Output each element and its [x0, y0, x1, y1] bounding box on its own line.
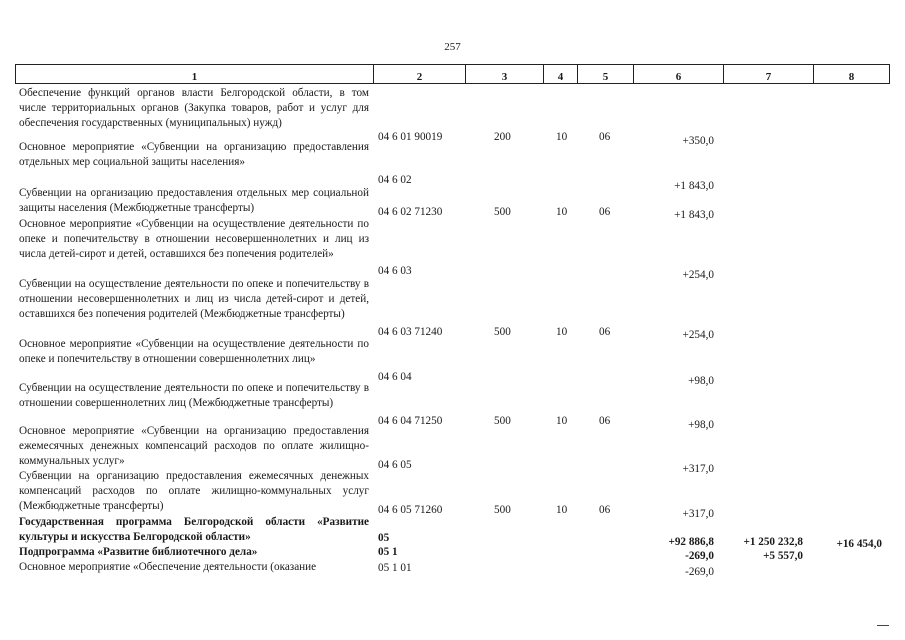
column-header-5: 5: [578, 64, 634, 84]
row-code: 05 1 01: [378, 562, 412, 574]
column-header-2: 2: [374, 64, 466, 84]
row-subsection: 06: [599, 504, 611, 516]
row-amount-col6: +317,0: [682, 463, 714, 475]
row-expense-type: 500: [494, 206, 511, 218]
row-code: 04 6 04: [378, 371, 412, 383]
column-header-4: 4: [544, 64, 578, 84]
row-code: 04 6 03: [378, 265, 412, 277]
row-description: Субвенции на организацию предоставления отдельных мер социальной защиты населения (Межбюджетные трансферты): [19, 187, 369, 214]
row-amount-col8: +16 454,0: [836, 538, 882, 550]
row-amount-col6: +92 886,8: [668, 536, 714, 548]
row-description: Субвенции на осуществление деятельности по опеке и попечительству в отношении несовершеннолетних и лиц из числа детей-сирот и детей, оставшихся без попечения родителей (Межбюджетные трансферты): [19, 278, 369, 320]
row-section: 10: [556, 326, 568, 338]
page-number: 257: [444, 41, 461, 53]
row-amount-col6: +1 843,0: [674, 180, 714, 192]
scan-mark: [877, 625, 889, 629]
row-code: 05 1: [378, 546, 398, 558]
row-subsection: 06: [599, 415, 611, 427]
row-amount-col7: +5 557,0: [763, 550, 803, 562]
row-amount-col6: -269,0: [685, 566, 714, 578]
row-subsection: 06: [599, 131, 611, 143]
row-section: 10: [556, 131, 568, 143]
row-code: 05: [378, 532, 390, 544]
row-amount-col6: +98,0: [688, 375, 714, 387]
column-header-6: 6: [634, 64, 724, 84]
row-description: Основное мероприятие «Субвенции на осуществление деятельности по опеке и попечительству в отношении несовершеннолетних и лиц из числа детей-сирот и детей, оставшихся без попечения родителей»: [19, 218, 369, 260]
row-description: Основное мероприятие «Субвенции на организацию предоставления отдельных мер социальной защиты населения»: [19, 141, 369, 168]
row-subsection: 06: [599, 206, 611, 218]
row-expense-type: 500: [494, 415, 511, 427]
row-amount-col6: +254,0: [682, 269, 714, 281]
row-code: 04 6 01 90019: [378, 131, 443, 143]
row-description: Субвенции на осуществление деятельности по опеке и попечительству в отношении совершеннолетних лиц (Межбюджетные трансферты): [19, 382, 369, 409]
row-expense-type: 500: [494, 326, 511, 338]
row-code: 04 6 02: [378, 174, 412, 186]
row-code: 04 6 05: [378, 459, 412, 471]
row-code: 04 6 04 71250: [378, 415, 443, 427]
row-description: Основное мероприятие «Обеспечение деятельности (оказание: [19, 561, 317, 573]
row-description: Подпрограмма «Развитие библиотечного дела»: [19, 546, 258, 558]
row-amount-col6: +98,0: [688, 419, 714, 431]
row-subsection: 06: [599, 326, 611, 338]
row-code: 04 6 02 71230: [378, 206, 443, 218]
column-header-3: 3: [466, 64, 544, 84]
row-section: 10: [556, 415, 568, 427]
row-amount-col6: +254,0: [682, 329, 714, 341]
row-expense-type: 200: [494, 131, 511, 143]
row-description: Государственная программа Белгородской области «Развитие культуры и искусства Белгородской области»: [19, 516, 369, 543]
row-amount-col6: +350,0: [682, 135, 714, 147]
row-code: 04 6 05 71260: [378, 504, 443, 516]
row-code: 04 6 03 71240: [378, 326, 443, 338]
row-section: 10: [556, 206, 568, 218]
row-description: Обеспечение функций органов власти Белгородской области, в том числе территориальных органов (Закупка товаров, работ и услуг для обеспечения государственных (муниципальных) нужд): [19, 87, 369, 129]
row-amount-col7: +1 250 232,8: [743, 536, 803, 548]
column-header-1: 1: [15, 64, 374, 84]
column-header-7: 7: [724, 64, 814, 84]
row-description: Субвенции на организацию предоставления ежемесячных денежных компенсаций расходов по оплате жилищно-коммунальных услуг (Межбюджетные трансферты): [19, 470, 369, 512]
row-amount-col6: -269,0: [685, 550, 714, 562]
row-amount-col6: +1 843,0: [674, 209, 714, 221]
row-description: Основное мероприятие «Субвенции на осуществление деятельности по опеке и попечительству в отношении совершеннолетних лиц»: [19, 338, 369, 365]
row-section: 10: [556, 504, 568, 516]
row-expense-type: 500: [494, 504, 511, 516]
column-header-8: 8: [814, 64, 890, 84]
row-description: Основное мероприятие «Субвенции на организацию предоставления ежемесячных денежных компенсаций расходов по оплате жилищно-коммунальных услуг»: [19, 425, 369, 467]
row-amount-col6: +317,0: [682, 508, 714, 520]
